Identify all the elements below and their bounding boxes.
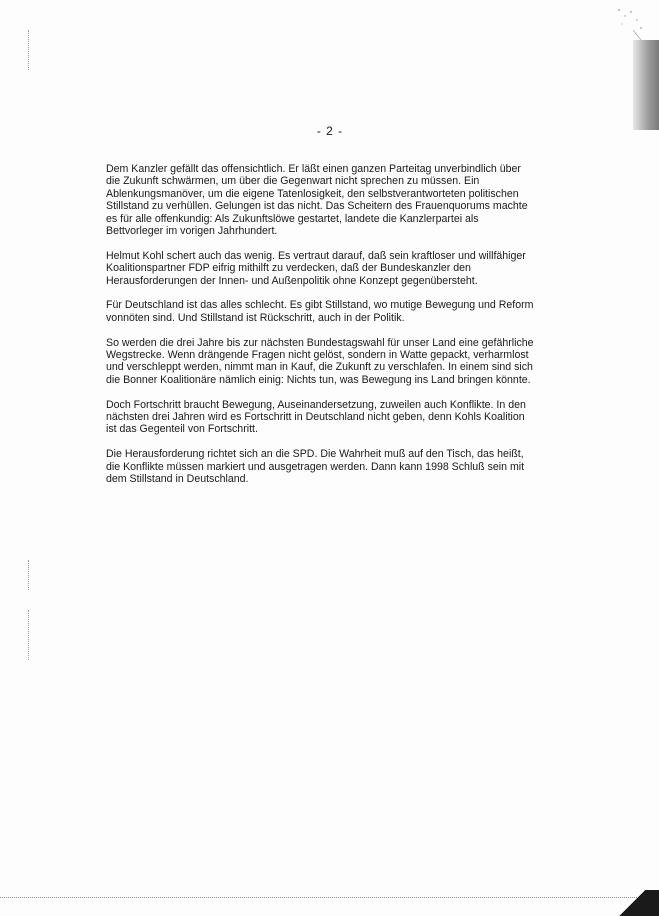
scan-margin-mark (28, 610, 37, 660)
scan-corner-shadow (619, 890, 659, 916)
scan-edge-shadow (633, 40, 659, 130)
page-number: - 2 - (316, 124, 344, 138)
body-text (106, 163, 536, 498)
scan-margin-mark (28, 30, 37, 70)
paragraph: Für Deutschland ist das alles schlecht. Es gibt Stillstand, wo mutige Bewegung und Reform vonnöten sind. Und Stillstand ist Rückschritt, auch in der Politik. (106, 299, 534, 324)
paragraph: So werden die drei Jahre bis zur nächsten Bundestagswahl für unser Land eine gefährliche Wegstrecke. Wenn drängende Fragen nicht gelöst, sondern in Watte gepackt, verharmlost und verschleppt werden, nimmt man in Kauf, die Zukunft zu verschlafen. In einem sind sich die Bonner Koalitionäre nämlich einig: Nichts tun, was Bewegung ins Land bringen könnte. (106, 336, 534, 386)
paragraph: Die Herausforderung richtet sich an die SPD. Die Wahrheit muß auf den Tisch, das heißt, die Konflikte müssen markiert und ausgetragen werden. Dann kann 1998 Schluß sein mit dem Stillstand in Deutschland. (106, 448, 525, 486)
paragraph: Doch Fortschritt braucht Bewegung, Auseinandersetzung, zuweilen auch Konflikte. In den nächsten drei Jahren wird es Fortschritt in Deutschland nicht geben, denn Kohls Koalition ist das Gegenteil von Fortschritt. (106, 398, 526, 436)
scan-bottom-edge (0, 897, 659, 902)
scan-speckle (611, 4, 651, 44)
paragraph: Helmut Kohl schert auch das wenig. Es vertraut darauf, daß sein kraftloser und willfähiger Koalitionspartner FDP eifrig mithilft zu verdecken, daß der Bundeskanzler den Herausforderungen der Innen- und Außenpolitik ohne Konzept gegenübersteht. (106, 249, 526, 287)
paragraph: Dem Kanzler gefällt das offensichtlich. Er läßt einen ganzen Parteitag unverbindlich über die Zukunft schwärmen, um über die Gegenwart nicht sprechen zu müssen. Ein Ablenkungsmanöver, um die eigene Tatenlosigkeit, den selbstverantworteten politischen Stillstand zu verhüllen. Gelungen ist das nicht. Das Scheitern des Frauenquorums machte es für alle offenkundig: Als Zukunftslöwe gestartet, landete die Kanzlerpartei als Bettvorleger im vorigen Jahrhundert. (106, 163, 528, 238)
scan-margin-mark (28, 560, 37, 590)
